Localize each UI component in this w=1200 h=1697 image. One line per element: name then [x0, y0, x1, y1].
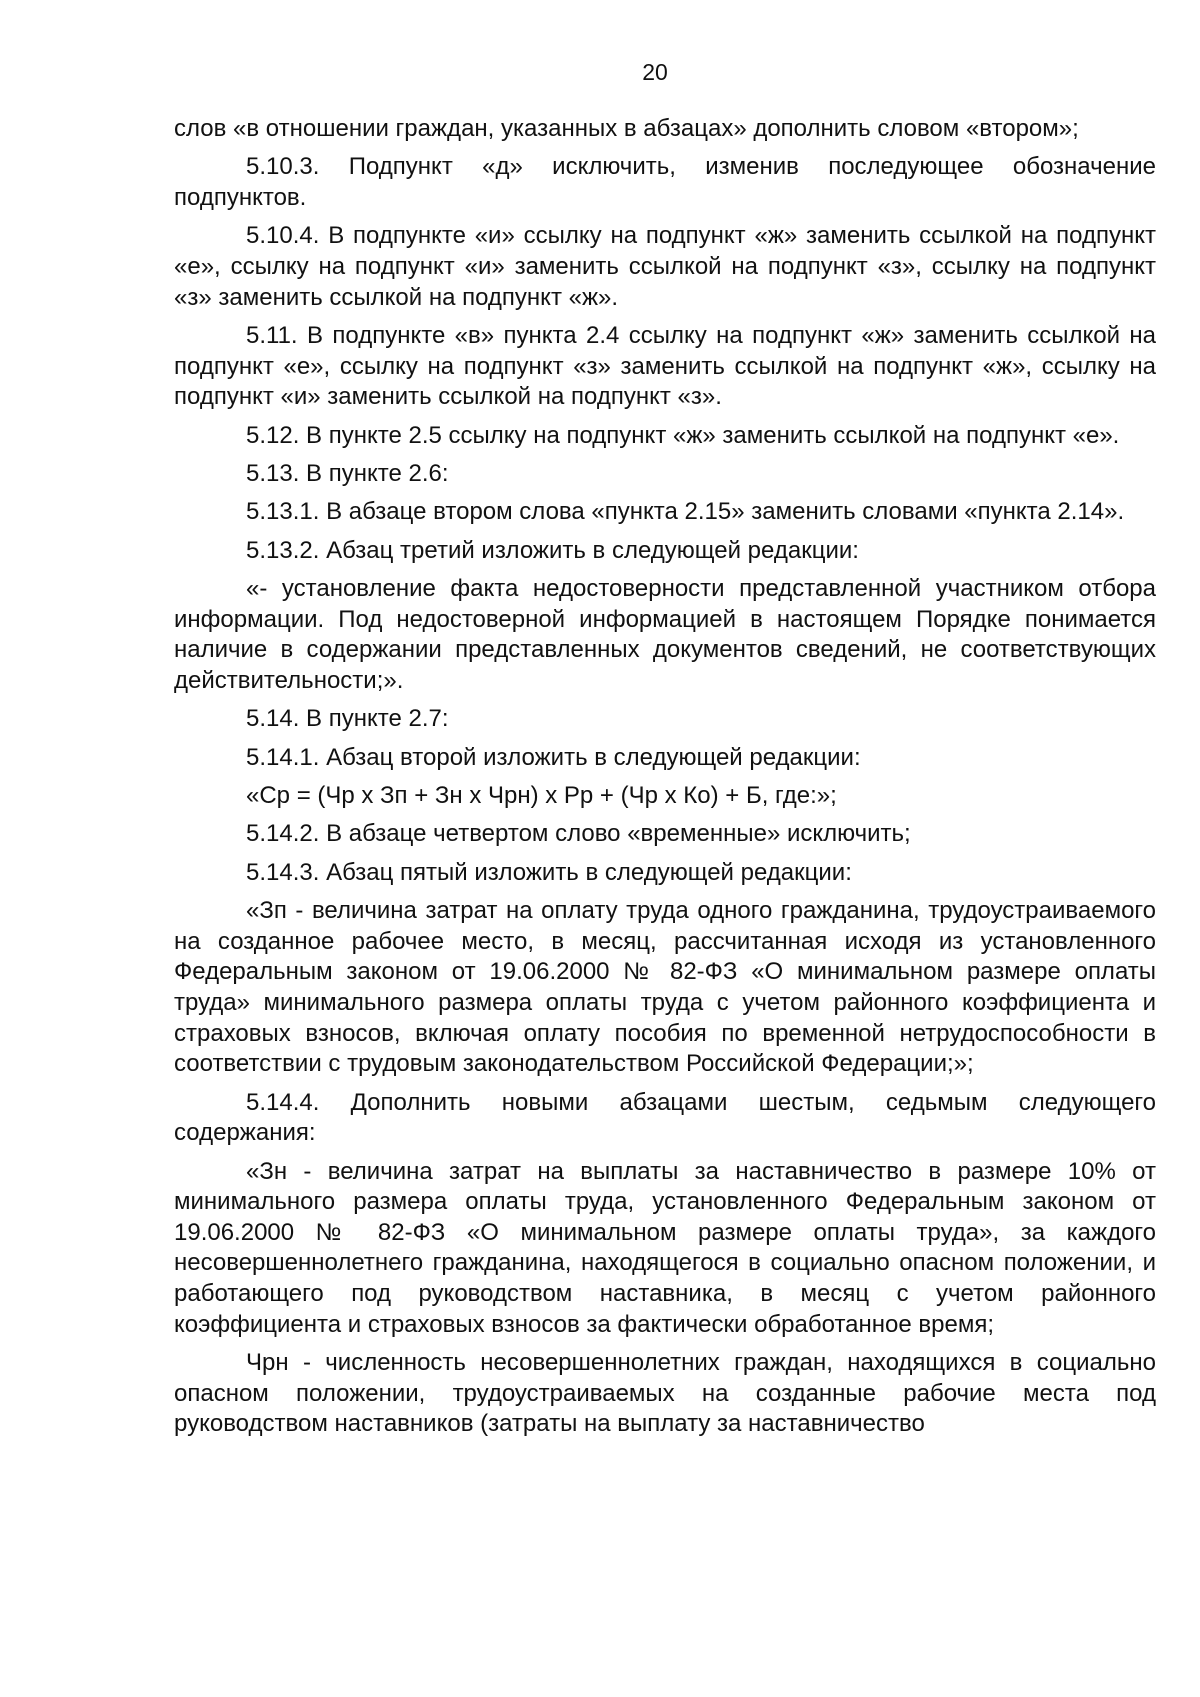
- paragraph-5-13: 5.13. В пункте 2.6:: [246, 459, 449, 487]
- paragraph-5-14-3: 5.14.3. Абзац пятый изложить в следующей редакции:: [246, 858, 852, 886]
- paragraph-5-13-1: 5.13.1. В абзаце втором слова «пункта 2.15» заменить словами «пункта 2.14».: [246, 498, 1125, 526]
- paragraph-5-14-2: 5.14.2. В абзаце четвертом слово «временные» исключить;: [246, 820, 911, 848]
- formula-paragraph: «Ср = (Чр х Зп + Зн х Чрн) х Рр + (Чр х Ко) + Б, где:»;: [246, 782, 837, 810]
- quoted-paragraph-abzac-3: «- установление факта недостоверности представленной участником отбора информации. Под недостоверной информацией в настоящем Порядке понимается наличие в содержании представленных документов сведений, не соответствующих действительности;».: [174, 575, 1156, 694]
- paragraph-continuation: слов «в отношении граждан, указанных в абзацах» дополнить словом «втором»;: [174, 115, 1079, 142]
- paragraph-5-12: 5.12. В пункте 2.5 ссылку на подпункт «ж» заменить ссылкой на подпункт «е».: [246, 421, 1120, 449]
- paragraph-5-14-1: 5.14.1. Абзац второй изложить в следующей редакции:: [246, 743, 861, 771]
- paragraph-5-14: 5.14. В пункте 2.7:: [246, 705, 449, 733]
- paragraph-5-10-4: 5.10.4. В подпункте «и» ссылку на подпункт «ж» заменить ссылкой на подпункт «е», ссылку на подпункт «и» заменить ссылкой на подпункт «з», ссылку на подпункт «з» заменить ссылкой на подпункт «ж».: [174, 222, 1156, 311]
- page-number: 20: [642, 59, 668, 85]
- quoted-paragraph-zn: «Зн - величина затрат на выплаты за наставничество в размере 10% от минимального размера оплаты труда, установленного Федеральным законом от 19.06.2000 № 82-ФЗ «О минимальном размере оплаты труда», за каждого несовершеннолетнего гражданина, находящегося в социально опасном положении, и работающего под руководством наставника, в месяц с учетом районного коэффициента и страховых взносов за фактически обработанное время;: [174, 1157, 1156, 1338]
- quoted-paragraph-zp: «Зп - величина затрат на оплату труда одного гражданина, трудоустраиваемого на созданное рабочее место, в месяц, рассчитанная исходя из установленного Федеральным законом от 19.06.2000 № 82-ФЗ «О минимальном размере оплаты труда» минимального размера оплаты труда с учетом районного коэффициента и страховых взносов, включая оплату пособия по временной нетрудоспособности в соответствии с трудовым законодательством Российской Федерации;»;: [174, 897, 1156, 1078]
- paragraph-chrn: Чрн - численность несовершеннолетних граждан, находящихся в социально опасном положении, трудоустраиваемых на созданные рабочие места под руководством наставников (затраты на выплату за наставничество: [174, 1348, 1156, 1438]
- paragraph-5-11: 5.11. В подпункте «в» пункта 2.4 ссылку на подпункт «ж» заменить ссылкой на подпункт «е», ссылку на подпункт «з» заменить ссылкой на подпункт «ж», ссылку на подпункт «и» заменить ссылкой на подпункт «з».: [174, 321, 1156, 411]
- paragraph-5-10-3: 5.10.3. Подпункт «д» исключить, изменив последующее обозначение подпунктов.: [174, 153, 1156, 211]
- document-body: [174, 114, 1156, 1440]
- paragraph-5-13-2: 5.13.2. Абзац третий изложить в следующей редакции:: [246, 536, 859, 564]
- paragraph-5-14-4: 5.14.4. Дополнить новыми абзацами шестым, седьмым следующего содержания:: [174, 1088, 1156, 1147]
